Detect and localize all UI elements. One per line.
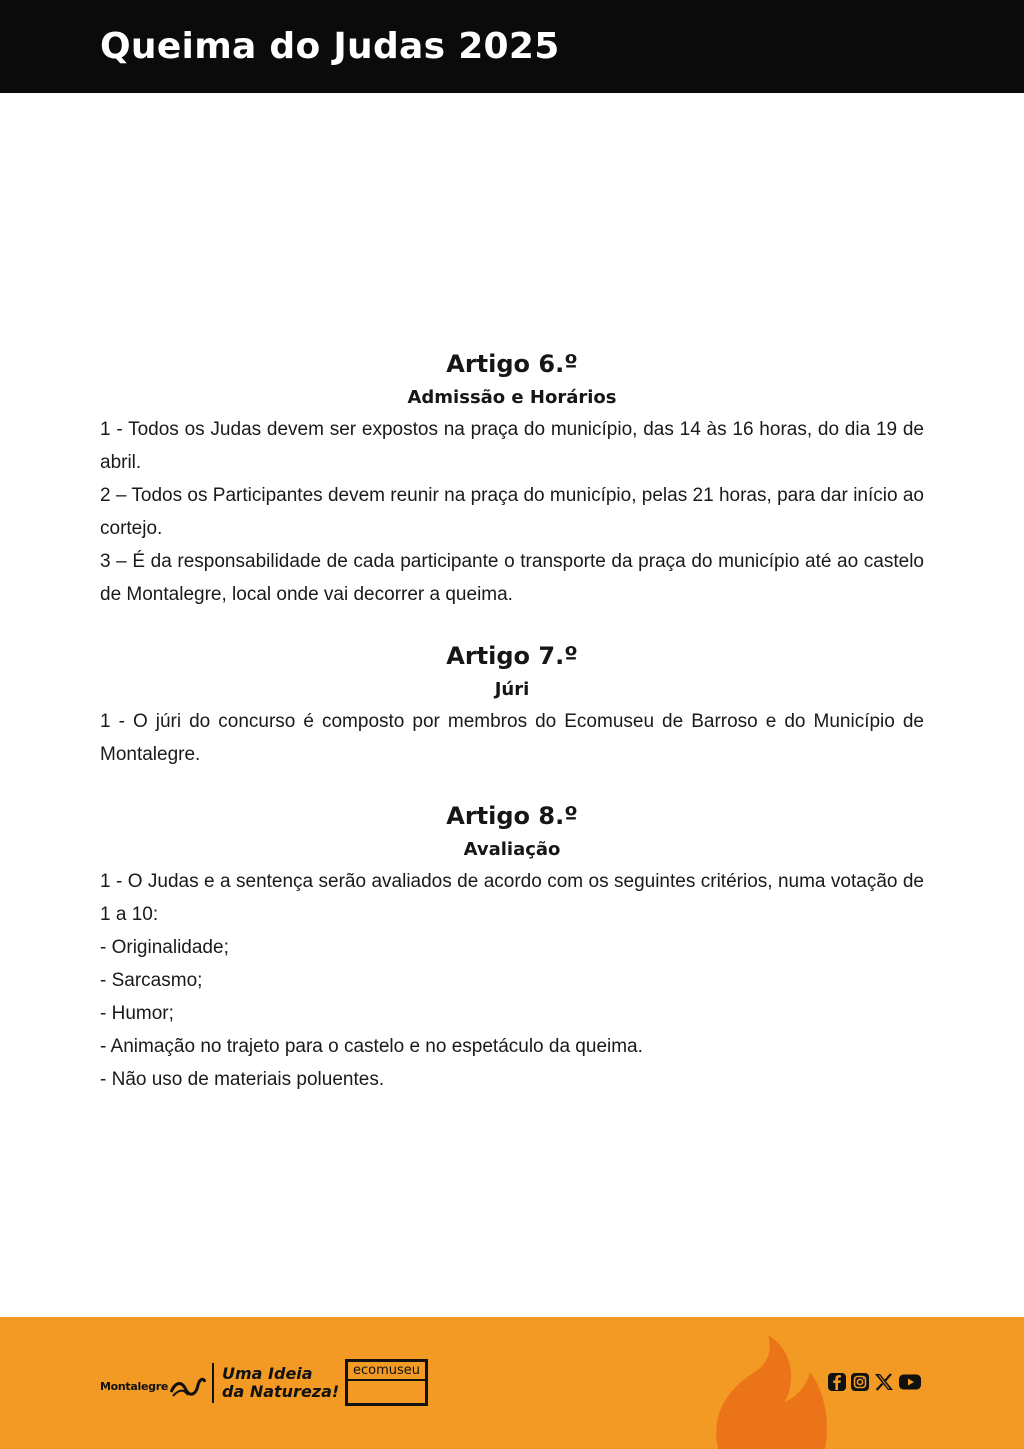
criteria-item: - Originalidade; (100, 937, 229, 958)
article-heading: Artigo 6.º (446, 350, 578, 378)
tagline-line: da Natureza! (222, 1382, 340, 1401)
article-subheading: Admissão e Horários (407, 387, 617, 408)
x-icon[interactable] (874, 1373, 894, 1391)
article-7 (100, 637, 924, 771)
article-paragraph: 1 - O Judas e a sentença serão avaliados de acordo com os seguintes critérios, numa votação de 1 a 10: (100, 871, 924, 925)
criteria-item: - Não uso de materiais poluentes. (100, 1069, 385, 1090)
ecomuseu-logo (345, 1359, 428, 1406)
social-links (828, 1373, 921, 1391)
article-heading: Artigo 8.º (446, 802, 578, 830)
article-paragraph: 1 - Todos os Judas devem ser expostos na praça do município, das 14 às 16 horas, do dia 19 de abril. (100, 419, 924, 473)
page-footer (0, 1317, 1024, 1449)
criteria-item: - Animação no trajeto para o castelo e no espetáculo da queima. (100, 1036, 643, 1057)
article-paragraph: 3 – É da responsabilidade de cada participante o transporte da praça do município até ao castelo de Montalegre, local onde vai decorrer a queima. (100, 551, 924, 605)
facebook-icon[interactable] (828, 1373, 846, 1391)
brand-name: Montalegre (100, 1379, 169, 1393)
criteria-item: - Sarcasmo; (100, 970, 203, 991)
page-title: Queima do Judas 2025 (100, 26, 560, 67)
article-heading: Artigo 7.º (446, 642, 578, 670)
article-subheading: Avaliação (463, 839, 561, 860)
tagline-line: Uma Ideia (222, 1364, 313, 1383)
waves-icon (170, 1375, 206, 1397)
regulation-content (100, 345, 924, 1122)
article-paragraph: 1 - O júri do concurso é composto por membros do Ecomuseu de Barroso e do Município de Montalegre. (100, 711, 924, 765)
article-paragraph: 2 – Todos os Participantes devem reunir na praça do município, pelas 21 horas, para dar início ao cortejo. (100, 485, 924, 539)
article-6 (100, 345, 924, 611)
page-header (0, 0, 1024, 93)
article-8 (100, 797, 924, 1096)
criteria-item: - Humor; (100, 1003, 174, 1024)
montalegre-logo (100, 1375, 206, 1397)
instagram-icon[interactable] (851, 1373, 869, 1391)
brand-divider (212, 1363, 214, 1403)
tagline (222, 1365, 339, 1401)
ecomuseu-label: ecomuseu (348, 1362, 425, 1381)
youtube-icon[interactable] (899, 1373, 921, 1391)
article-subheading: Júri (494, 679, 530, 700)
